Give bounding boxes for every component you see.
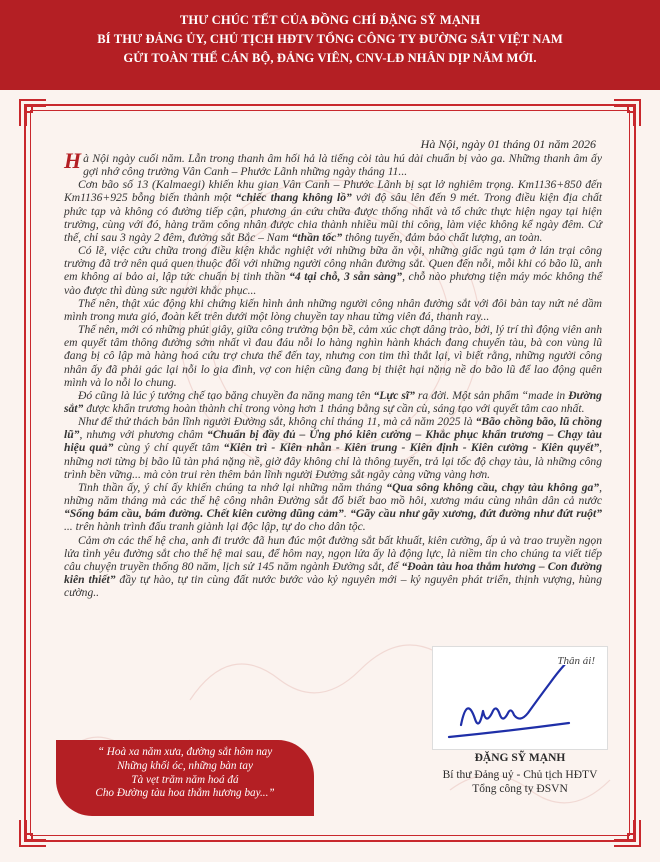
letter-body [64,148,603,600]
paragraph-6: Đó cũng là lúc ý tưởng chế tạo băng chuyền đa năng mang tên “Lực sĩ” ra đời. Một sản phẩm “made in Đường sắt” được khẩn trương hoàn thành chỉ trong vòng hơn 1 tháng bằng sự cần cù, sáng tạo với quyết tâm cao nhất. [64,388,602,415]
dateline: Hà Nội, ngày 01 tháng 01 năm 2026 [420,137,596,151]
paragraph-3: Có lẽ, việc cứu chữa trong điều kiện khắc nghiệt với những bữa ăn vội, những giấc ngủ tạm ở lán trại công trường đã trở nên quá quen thuộc đối với những người công nhân đường sắt. Quen đến nỗi, mỗi khi có bão lũ, anh em không ai bảo ai, lập tức chuẩn bị tinh thần “4 tại chỗ, 3 sẵn sàng”, chỗ nào phương tiện máy móc không thể vào được thì dùng sức người khắc phục... [64,244,602,297]
header-line-1: THƯ CHÚC TẾT CỦA ĐỒNG CHÍ ĐẶNG SỸ MẠNH [179,13,481,27]
signer-title [432,768,608,796]
signer-title-line-2: Tổng công ty ĐSVN [472,783,568,796]
paragraph-2: Cơn bão số 13 (Kalmaegi) khiến khu gian Vân Canh – Phước Lãnh bị sạt lở nghiêm trọng. Km1136+850 đến Km1136+925 bỗng biến thành một “chiếc thang không lồ” với độ sâu lên đến 9 mét. Trong điều kiện địa chất phức tạp và không có đường tiếp cận, phương án cứu chữa được thống nhất và tổ chức thực hiện ngay tại hiện trường, cùng với đó, hàng trăm công nhân được chia thành nhiều mũi thi công, làm việc không kể ngày đêm. Cứ thế, chỉ sau 3 ngày 2 đêm, đường sắt Bắc – Nam “thần tốc” thông tuyến, đảm bảo chất lượng, an toàn. [64,178,602,244]
poem-quote-box [56,740,314,816]
closing-greeting: Thân ái! [557,655,595,667]
header-line-3: GỬI TOÀN THỂ CÁN BỘ, ĐẢNG VIÊN, CNV-LĐ NHÂN DỊP NĂM MỚI. [123,51,537,65]
signature-box [432,646,608,750]
quote-line-2: Những khối óc, những bàn tay [117,759,253,772]
signer-title-line-1: Bí thư Đảng uỷ - Chủ tịch HĐTV [442,769,598,781]
header-line-2: BÍ THƯ ĐẢNG ỦY, CHỦ TỊCH HĐTV TỔNG CÔNG TY ĐƯỜNG SẮT VIỆT NAM [97,32,563,46]
corner-ornament-top-right [612,98,642,128]
paragraph-8: Tinh thần ấy, ý chí ấy khiến chúng ta nhớ lại những năm tháng “Qua sông không cầu, chạy tàu không ga”, những năm tháng mà các thế hệ công nhân Đường sắt đổ biết bao mồ hôi, xương máu cùng nhân dân cả nước “Sống bám cầu, bám đường. Chết kiên cường dũng cảm”. “Gãy cầu như gãy xương, đứt đường như đứt ruột” ... trên hành trình đấu tranh giành lại độc lập, tự do cho dân tộc. [64,480,602,534]
paragraph-7: Như để thử thách bản lĩnh người Đường sắt, không chỉ tháng 11, mà cả năm 2025 là “Bão chồng bão, lũ chồng lũ”, nhưng với phương châm “Chuẩn bị đầy đủ – Ứng phó kiên cường – Khắc phục khẩn trương – Chạy tàu hiệu quả” cùng ý chí quyết tâm “Kiên trì - Kiên nhẫn - Kiên trung - Kiên định - Kiên cường - Kiên quyết”, những nơi từng bị bão lũ tàn phá nặng nề, giờ đây không chỉ là thông tuyến, trả lại tốc độ chạy tàu, là những công trình bền vững... mà còn trui rèn thêm bản lĩnh người Đường sắt ngày càng vững vàng hơn. [64,415,603,481]
corner-ornament-bottom-left [18,818,48,848]
paragraph-1: Hà Nội ngày cuối năm. Lẫn trong thanh âm hối hả là tiếng còi tàu hú dài chuẩn bị vào ga. Những thanh âm ấy gợi nhớ công trường Vân Canh – Phước Lãnh những ngày tháng 11... [64,148,602,179]
signer-name: ĐẶNG SỸ MẠNH [474,752,566,764]
paragraph-4: Thế nên, thật xúc động khi chứng kiến hình ảnh những người công nhân đường sắt với đôi bàn tay nứt nẻ dầm mình trong mưa gió, đoàn kết trên dưới một lòng chuyền tay nhau từng viên đá, thanh ray... [64,296,602,323]
quote-line-1: “ Hoà xa năm xưa, đường sắt hôm nay [97,746,273,758]
quote-line-4: Cho Đường tàu hoa thắm hương bay...” [95,787,275,800]
drop-cap: H [64,148,82,173]
paragraph-9: Cảm ơn các thế hệ cha, anh đi trước đã hun đúc một đường sắt bất khuất, kiên cường, ấp ủ và trao truyền ngọn lửa tình yêu đường sắt cho thế hệ mai sau, để hôm nay, ngọn lửa ấy là động lực, là niềm tin cho chúng ta viết tiếp câu chuyện truyền thống 80 năm, lịch sử 145 năm ngành Đường sắt, để “Đoàn tàu hoa thắm hương – Con đường kiên thiết” đầy tự hào, tự tin cùng đất nước bước vào kỷ nguyên mới – kỷ nguyên phát triển, thịnh vượng, hùng cường.. [64,533,602,600]
quote-line-3: Tà vẹt trăm năm hoá đá [131,773,239,786]
corner-ornament-top-left [18,98,48,128]
corner-ornament-bottom-right [612,818,642,848]
letter-header [0,0,660,90]
handwritten-signature [443,665,603,747]
paragraph-5: Thế nên, mới có những phút giây, giữa công trường bộn bề, cảm xúc chợt dâng trào, bởi, lý trí thì động viên anh em quyết tâm thông đường sớm nhất vì đau đáu nỗi lo hàng nghìn hành khách đang chuyến tàu, bà con vùng lũ đang bị cô lập mà hàng hoá cứu trợ chưa thể đến tay, nhưng con tim thì thắt lại, vì biết rằng, những người công nhân ấy đã phải gác lại nỗi lo gia đình, vợ con hiện cũng đang bị thiệt hại nặng nề do bão lũ để lao động quên mình và lo nỗi lo chung. [64,323,602,389]
